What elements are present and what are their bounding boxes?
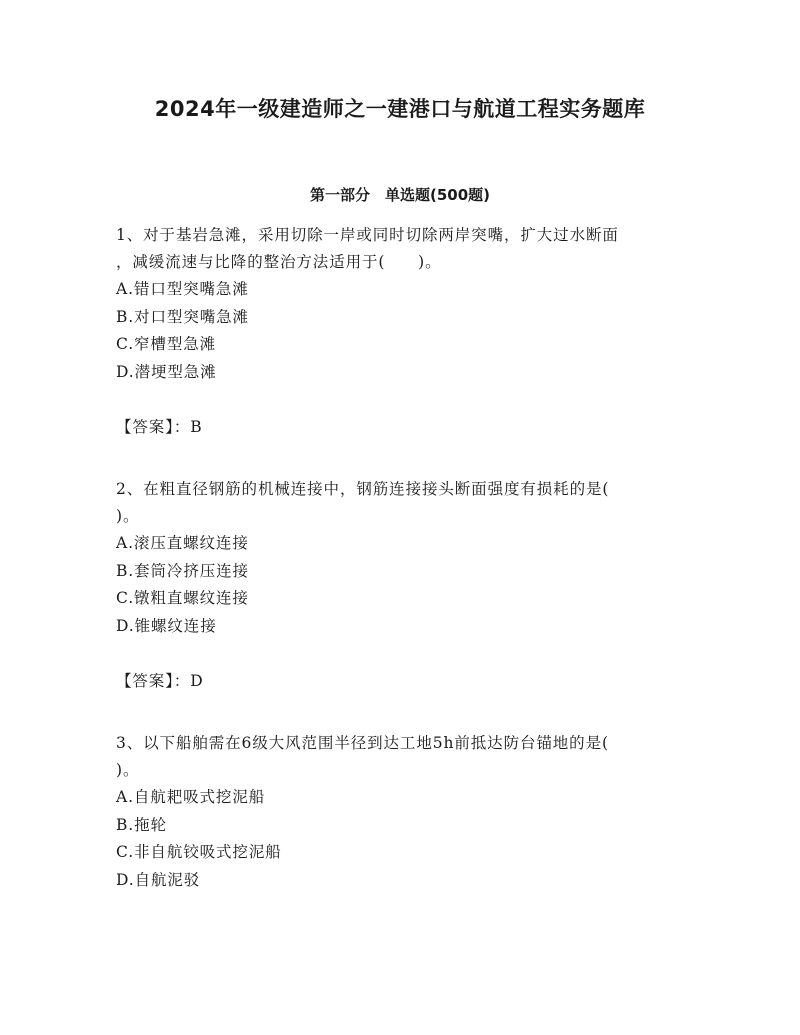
section-heading: 第一部分 单选题(500题) <box>309 186 491 204</box>
question-3-option-d: D.自航泥驳 <box>116 870 201 889</box>
question-3-stem-line-2: )。 <box>116 761 140 779</box>
question-1 <box>116 222 696 441</box>
question-2-stem-line-1: 2、在粗直径钢筋的机械连接中，钢筋连接接头断面强度有损耗的是( <box>116 480 610 498</box>
question-3-option-c: C.非自航铰吸式挖泥船 <box>116 843 282 861</box>
answer-value: ：B <box>173 418 203 436</box>
question-1-stem-line-2: ，减缓流速与比降的整治方法适用于( )。 <box>116 253 442 271</box>
question-2-stem-line-2: )。 <box>116 507 140 525</box>
question-list <box>116 222 696 894</box>
question-spacer <box>116 441 696 476</box>
question-1-option-c: C.窄槽型急滩 <box>116 335 217 353</box>
question-spacer <box>116 695 696 730</box>
question-3-stem-line-1: 3、以下船舶需在6级大风范围半径到达工地5h前抵达防台锚地的是( <box>116 734 609 752</box>
question-1-option-b: B.对口型突嘴急滩 <box>116 307 249 326</box>
question-2-answer <box>116 668 696 695</box>
question-3-option-a: A.自航耙吸式挖泥船 <box>116 788 266 806</box>
answer-label: 【答案】 <box>116 418 174 436</box>
question-1-option-d: D.潜埂型急滩 <box>116 362 217 381</box>
question-3-option-b: B.拖轮 <box>116 815 167 834</box>
question-2-option-d: D.锥螺纹连接 <box>116 616 217 635</box>
question-2-option-a: A.滚压直螺纹连接 <box>116 534 249 552</box>
question-2 <box>116 476 696 695</box>
answer-value: ：D <box>173 672 204 690</box>
question-3 <box>116 730 696 894</box>
question-1-option-a: A.错口型突嘴急滩 <box>116 280 249 298</box>
question-1-stem-line-1: 1、对于基岩急滩，采用切除一岸或同时切除两岸突嘴，扩大过水断面 <box>116 226 619 244</box>
question-2-option-c: C.镦粗直螺纹连接 <box>116 589 249 607</box>
question-1-answer <box>116 414 696 441</box>
document-title: 2024年一级建造师之一建港口与航道工程实务题库 <box>154 97 646 121</box>
answer-label: 【答案】 <box>116 672 174 690</box>
question-2-option-b: B.套筒冷挤压连接 <box>116 561 249 580</box>
